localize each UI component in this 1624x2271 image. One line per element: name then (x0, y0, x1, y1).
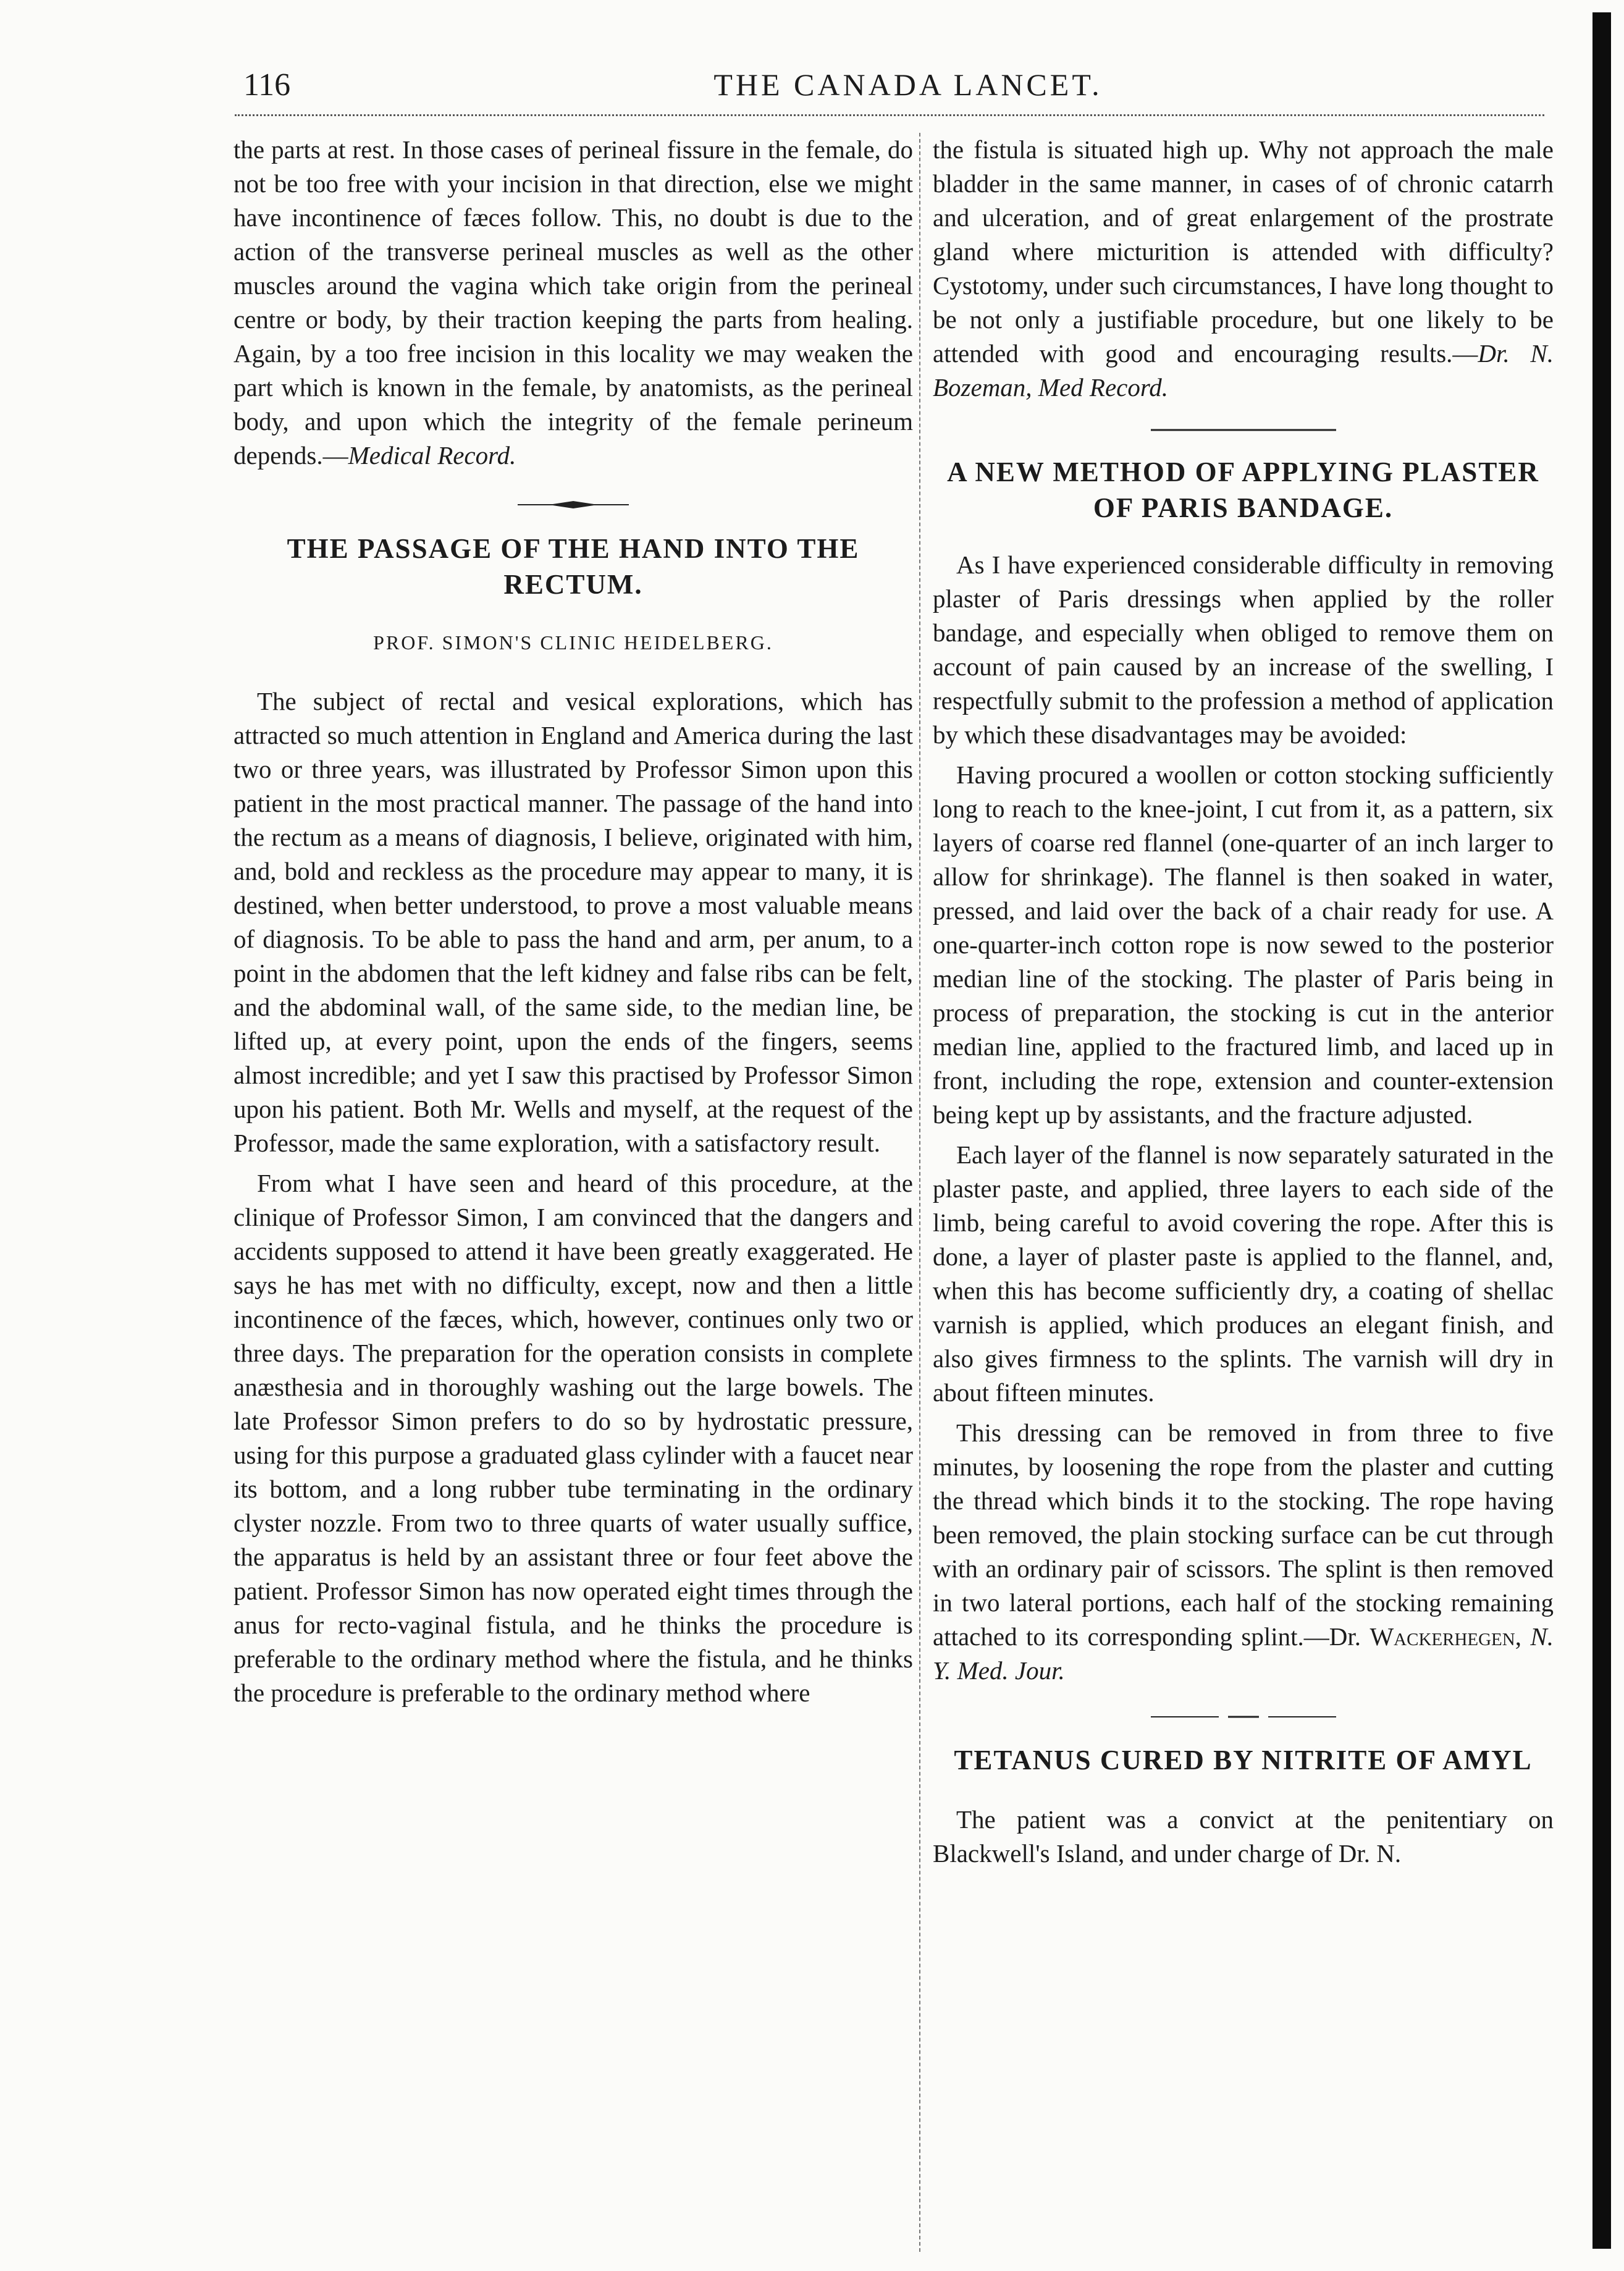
left-column (234, 133, 913, 1710)
page-number: 116 (243, 67, 291, 103)
column-divider (919, 133, 920, 2252)
continued-text: the fistula is situated high up. Why not approach the male bladder in the same manner, in cases of of chronic catarrh and ulceration, and of great enlargement of the prostrate gland where micturition is attended with difficulty? Cystotomy, under such circumstances, I have long thought to be not only a justifiable procedure, but one likely to be attended with good and encouraging results.— (933, 135, 1554, 368)
article-paragraph: As I have experienced considerable difficulty in removing plaster of Paris dressings when applied by the roller bandage, and especially when obliged to remove them on account of pain caused by an increase of the swelling, I respectfully submit to the profession a method of application by which these disadvantages may be avoided: (933, 550, 1554, 749)
running-title: THE CANADA LANCET. (713, 67, 1103, 102)
continued-source: Dr. N. Bozeman, Med Record. (933, 339, 1554, 402)
article-title-plaster: A NEW METHOD OF APPLYING PLASTER OF PARIS BANDAGE. (947, 457, 1539, 523)
section-ornament (511, 497, 635, 512)
article-paragraph: This dressing can be removed in from three to five minutes, by loosening the rope from the plaster and cutting the thread which binds it to the stocking. The rope having been removed, the plain stocking surface can be cut through with an ordinary pair of scissors. The splint is then removed in two lateral portions, each half of the stocking remaining attached to its corresponding splint.—Dr. Wackerhegen, N. Y. Med. Jour. (933, 1418, 1554, 1685)
right-column (933, 133, 1554, 1871)
article-title-tetanus: TETANUS CURED BY NITRITE OF AMYL (954, 1745, 1533, 1776)
page-header (235, 67, 1581, 116)
article-title-passage: THE PASSAGE OF THE HAND INTO THE RECTUM. (287, 533, 860, 600)
article-paragraph: Having procured a woollen or cotton stocking sufficiently long to reach to the knee-joint, I cut from it, as a pattern, six layers of coarse red flannel (one-quarter of an inch larger to allow for shrinkage). The flannel is then soaked in water, pressed, and laid over the back of a chair ready for use. A one-quarter-inch cotton rope is now sewed to the posterior median line of the stocking. The plaster of Paris being in process of preparation, the stocking is cut in the anterior median line, applied to the fractured limb, and laced up in front, including the rope, extension and counter-extension being kept up by assistants, and the fracture adjusted. (933, 761, 1554, 1129)
article-subtitle-clinic: PROF. SIMON'S CLINIC HEIDELBERG. (373, 631, 773, 654)
continued-source: Medical Record. (348, 441, 516, 470)
article-paragraph: From what I have seen and heard of this procedure, at the clinique of Professor Simon, I am convinced that the dangers and accidents supposed to attend it have been greatly exaggerated. He says he has met with no difficulty, except, now and then a little incontinence of the fæces, which, however, continues only two or three days. The preparation for the operation consists in complete anæsthesia and in thoroughly washing out the large bowels. The late Professor Simon prefers to do so by hydrostatic pressure, using for this purpose a graduated glass cylinder with a faucet near its bottom, and a long rubber tube terminating in the ordinary clyster nozzle. From two to three quarts of water usually suffice, the apparatus is held by an assistant three or four feet above the patient. Professor Simon has now operated eight times through the anus for recto-vaginal fistula, and he thinks the procedure is preferable to the ordinary method where the fistula, and he thinks the procedure is preferable to the ordinary method where (234, 1169, 913, 1707)
section-ornament (1151, 1713, 1336, 1721)
continued-paragraph (234, 133, 913, 473)
header-rule (235, 114, 1544, 118)
paragraph-text: This dressing can be removed in from three to five minutes, by loosening the rope from the plaster and cutting the thread which binds it to the stocking. The rope having been removed, the plain stocking surface can be cut through with an ordinary pair of scissors. The splint is then removed in two lateral portions, each half of the stocking remaining attached to its corresponding splint.—Dr. (933, 1418, 1554, 1651)
article-paragraph: The subject of rectal and vesical explorations, which has attracted so much attention in England and America during the last two or three years, was illustrated by Professor Simon upon this patient in the most practical manner. The passage of the hand into the rectum as a means of diagnosis, I believe, originated with him, and, bold and reckless as the procedure may appear to many, it is destined, when better understood, to prove a most valuable means of diagnosis. To be able to pass the hand and arm, per anum, to a point in the abdomen that the left kidney and false ribs can be felt, and the abdominal wall, of the same side, to the median line, be lifted up, at every point, upon the ends of the fingers, seems almost incredible; and yet I saw this practised by Professor Simon upon his patient. Both Mr. Wells and myself, at the request of the Professor, made the same exploration, with a satisfactory result. (234, 687, 913, 1157)
section-rule (1151, 427, 1336, 433)
article-paragraph: The patient was a convict at the penitentiary on Blackwell's Island, and under charge of Dr. N. (933, 1805, 1554, 1868)
article-paragraph: Each layer of the flannel is now separately saturated in the plaster paste, and applied, three layers to each side of the limb, being careful to avoid covering the rope. After this is done, a layer of plaster paste is applied to the flannel, and, when this has become sufficiently dry, a coating of shellac varnish is applied, which produces an elegant finish, and also gives firmness to the splints. The varnish will dry in about fifteen minutes. (933, 1140, 1554, 1407)
citation-source: N. Y. Med. Jour. (933, 1622, 1554, 1685)
continued-text: the parts at rest. In those cases of perineal fissure in the female, do not be too free with your incision in that direction, else we might have incontinence of fæces follow. This, no doubt is due to the action of the transverse perineal muscles as well as the other muscles around the vagina which take origin from the perineal centre or body, by their traction keeping the parts from healing. Again, by a too free incision in this locality we may weaken the part which is known in the female, by anatomists, as the perineal body, and upon which the integrity of the female perineum depends.— (234, 135, 913, 470)
continued-paragraph (933, 133, 1554, 405)
scan-edge-shadow (1592, 12, 1611, 2249)
author-name: Wackerhegen (1369, 1622, 1515, 1651)
